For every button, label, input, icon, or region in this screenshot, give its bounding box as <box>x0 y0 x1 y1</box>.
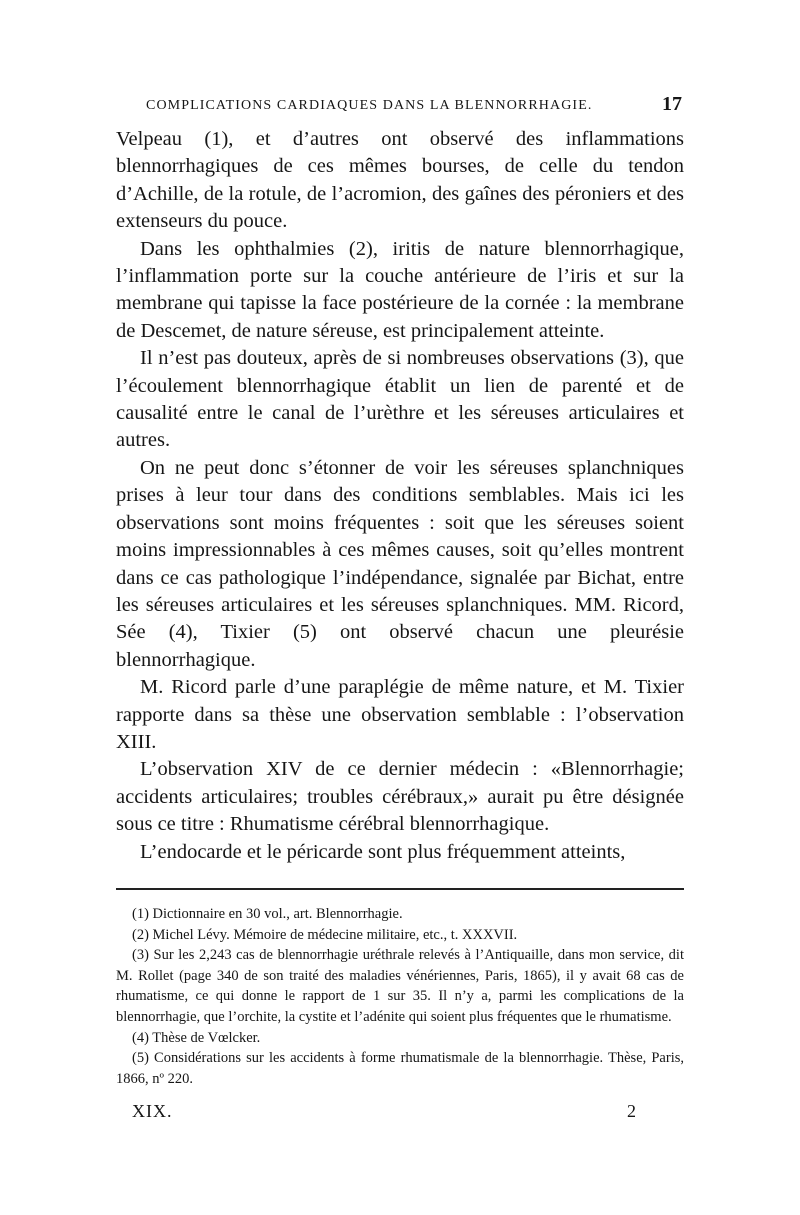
footnotes <box>116 904 684 1089</box>
paragraph: L’observation XIV de ce dernier médecin : «Blennorrhagie; accidents articulaires; troubles cérébraux,» aurait pu être désignée sous ce titre : Rhumatisme cérébral blennorrhagique. <box>116 758 684 836</box>
footnote: (1) Dictionnaire en 30 vol., art. Blennorrhagie. <box>132 905 403 922</box>
signature-mark: XIX. <box>132 1101 173 1122</box>
page-footer <box>116 1101 684 1131</box>
paragraph: L’endocarde et le péricarde sont plus fréquemment atteints, <box>140 840 626 863</box>
paragraph: M. Ricord parle d’une paraplégie de même nature, et M. Tixier rapporte dans sa thèse une observation semblable : l’observation XIII. <box>116 676 684 753</box>
paragraph: Dans les ophthalmies (2), iritis de nature blennorrhagique, l’inflammation porte sur la couche antérieure de l’iris et sur la membrane qui tapisse la face postérieure de la cornée : la membrane de Descemet, de nature séreuse, est principalement atteinte. <box>116 237 684 342</box>
footnote: (5) Considérations sur les accidents à forme rhumatismale de la blennorrhagie. Thèse, Paris, 1866, nº 220. <box>116 1050 684 1087</box>
body-text <box>116 126 684 866</box>
footnote: (3) Sur les 2,243 cas de blennorrhagie uréthrale relevés à l’Antiquaille, dans mon service, dit M. Rollet (page 340 de son traité des maladies vénériennes, Paris, 1865), il y avait 68 cas de rhumatisme, ce qui donne le rapport de 1 sur 35. Il n’y a, parmi les complications de la blennorrhagie, que l’orchite, la cystite et l’adénite qui soient plus fréquentes que le rhumatisme. <box>116 947 684 1025</box>
sheet-number: 2 <box>627 1101 636 1122</box>
footnote: (4) Thèse de Vœlcker. <box>132 1029 261 1046</box>
page <box>116 92 684 1131</box>
footnote: (2) Michel Lévy. Mémoire de médecine militaire, etc., t. XXXVII. <box>132 926 518 943</box>
paragraph: On ne peut donc s’étonner de voir les séreuses splanchniques prises à leur tour dans des conditions semblables. Mais ici les observations sont moins fréquentes : soit que les séreuses soient moins impressionnables à ces mêmes causes, soit qu’elles montrent dans ce cas pathologique l’indépendance, signalée par Bichat, entre les séreuses articulaires et les séreuses splanchniques. MM. Ricord, Sée (4), Tixier (5) ont observé chacun une pleurésie blennorrhagique. <box>116 456 684 671</box>
running-head <box>116 92 684 126</box>
running-title: COMPLICATIONS CARDIAQUES DANS LA BLENNORRHAGIE. <box>146 98 593 113</box>
paragraph: Velpeau (1), et d’autres ont observé des inflammations blennorrhagiques de ces mêmes bourses, de celle du tendon d’Achille, de la rotule, de l’acromion, des gaînes des péroniers et des extenseurs du pouce. <box>116 128 684 233</box>
page-number: 17 <box>662 93 682 115</box>
footnote-divider <box>116 888 684 890</box>
paragraph: Il n’est pas douteux, après de si nombreuses observations (3), que l’écoulement blennorrhagique établit un lien de parenté et de causalité entre le canal de l’urèthre et les séreuses articulaires et autres. <box>116 347 684 452</box>
